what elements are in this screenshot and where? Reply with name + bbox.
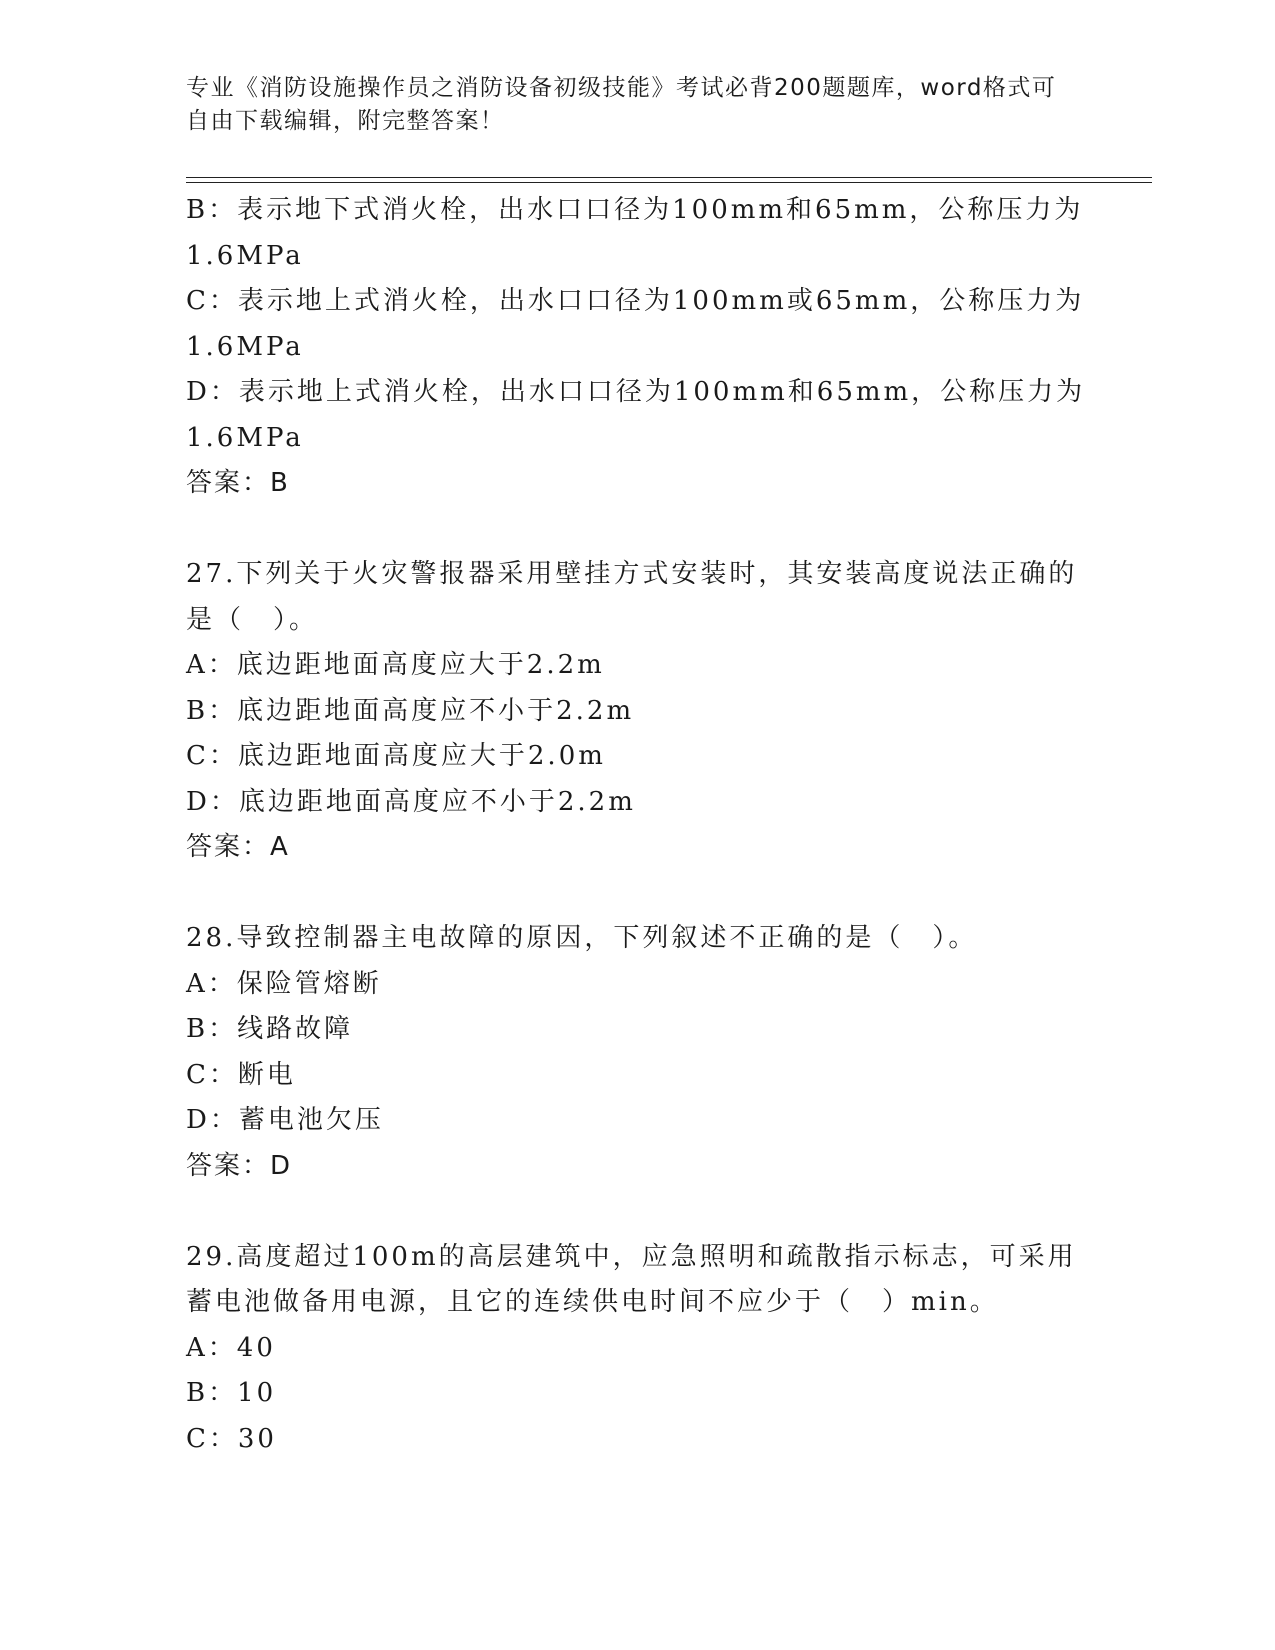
header-line-1: 专业《消防设施操作员之消防设备初级技能》考试必背200题题库，word格式可	[186, 75, 1057, 101]
q26-option-d-line1: D：表示地上式消火栓，出水口口径为100mm和65mm，公称压力为	[186, 377, 1086, 407]
q26-option-c-line2: 1.6MPa	[186, 331, 304, 362]
q26-option-c-line1: C：表示地上式消火栓，出水口口径为100mm或65mm，公称压力为	[186, 286, 1085, 316]
q27-stem-line1: 27.下列关于火灾警报器采用壁挂方式安装时，其安装高度说法正确的	[186, 559, 1078, 589]
q29-stem-line1: 29.高度超过100m的高层建筑中，应急照明和疏散指示标志，可采用	[186, 1241, 1077, 1272]
q27-option-c: C：底边距地面高度应大于2.0m	[186, 741, 606, 771]
q27-option-b: B：底边距地面高度应不小于2.2m	[186, 695, 635, 726]
q29-stem-line2: 蓄电池做备用电源，且它的连续供电时间不应少于（ ）min。	[186, 1287, 999, 1317]
q26-option-b-line2: 1.6MPa	[186, 240, 304, 271]
q26-option-d-line2: 1.6MPa	[186, 422, 304, 453]
q28-stem-line1: 28.导致控制器主电故障的原因，下列叙述不正确的是（ ）。	[186, 923, 978, 953]
q28-answer: 答案：D	[186, 1150, 293, 1181]
question-29	[186, 1235, 1086, 1463]
header-rule-bottom	[186, 182, 1152, 183]
q28-option-b: B：线路故障	[186, 1014, 354, 1044]
q26-option-b-line1: B：表示地下式消火栓，出水口口径为100mm和65mm，公称压力为	[186, 195, 1084, 225]
q29-option-c: C：30	[186, 1423, 277, 1454]
q26-answer: 答案：B	[186, 468, 290, 498]
q28-option-c: C：断电	[186, 1059, 296, 1090]
q28-option-d: D：蓄电池欠压	[186, 1105, 384, 1135]
header-rule-top	[186, 177, 1152, 178]
q29-option-a: A：40	[186, 1332, 276, 1363]
spacer	[186, 1189, 1086, 1235]
question-28	[186, 916, 1086, 1189]
document-header	[186, 72, 1086, 138]
spacer	[186, 506, 1086, 552]
spacer	[186, 870, 1086, 916]
q27-answer: 答案：A	[186, 832, 290, 862]
document-body	[186, 188, 1086, 1462]
q27-option-d: D：底边距地面高度应不小于2.2m	[186, 786, 636, 817]
question-27	[186, 552, 1086, 870]
q29-option-b: B：10	[186, 1378, 277, 1408]
question-26-options	[186, 188, 1086, 506]
q28-option-a: A：保险管熔断	[186, 968, 382, 999]
header-line-2: 自由下载编辑，附完整答案！	[186, 108, 505, 134]
q27-option-a: A：底边距地面高度应大于2.2m	[186, 650, 605, 680]
q27-stem-line2: 是（ ）。	[186, 604, 319, 635]
